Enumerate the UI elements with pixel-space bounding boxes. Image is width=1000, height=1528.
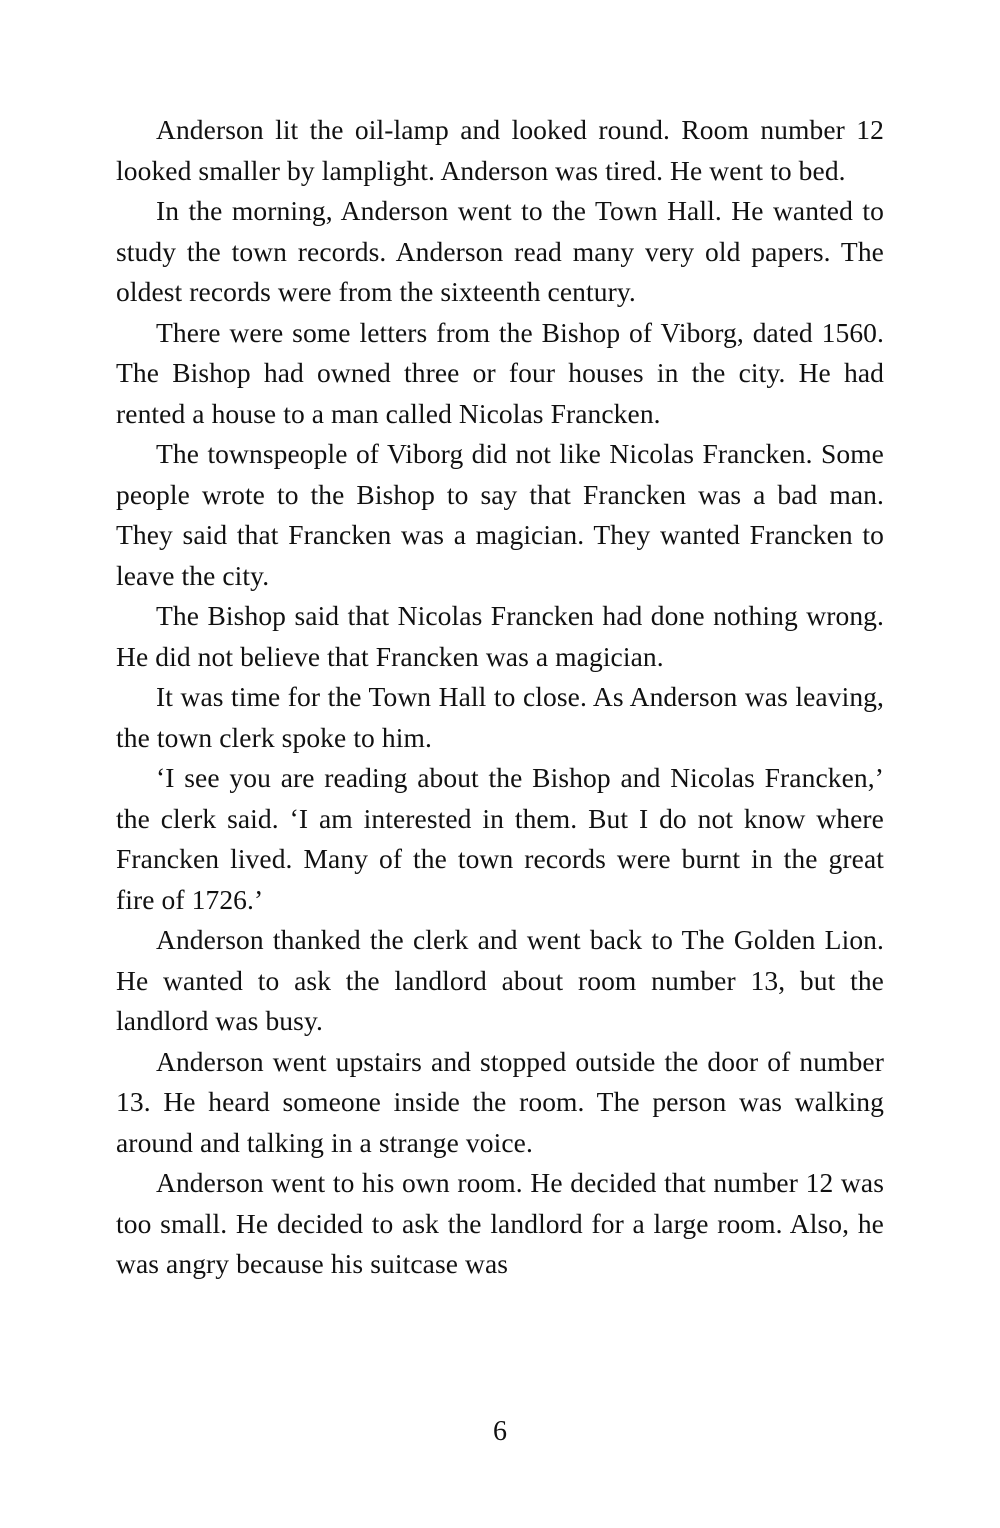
paragraph: The Bishop said that Nicolas Francken had done nothing wrong. He did not believe that Francken was a magician. [116,600,884,672]
paragraph: Anderson went to his own room. He decided that number 12 was too small. He decided to ask the landlord for a large room. Also, he was angry because his suitcase was [116,1167,884,1279]
paragraph: Anderson went upstairs and stopped outside the door of number 13. He heard someone inside the room. The person was walking around and talking in a strange voice. [116,1045,884,1158]
page-text [116,110,884,1285]
paragraph: In the morning, Anderson went to the Town Hall. He wanted to study the town records. Anderson read many very old papers. The oldest records were from the sixteenth century. [116,195,884,307]
paragraph: ‘I see you are reading about the Bishop and Nicolas Francken,’ the clerk said. ‘I am interested in them. But I do not know where Francken lived. Many of the town records were burnt in the great fire of 1726.’ [116,762,884,915]
paragraph: Anderson thanked the clerk and went back to The Golden Lion. He wanted to ask the landlord about room number 13, but the landlord was busy. [116,924,884,1036]
paragraph: There were some letters from the Bishop of Viborg, dated 1560. The Bishop had owned three or four houses in the city. He had rented a house to a man called Nicolas Francken. [116,316,884,429]
paragraph: It was time for the Town Hall to close. As Anderson was leaving, the town clerk spoke to him. [116,681,884,753]
paragraph: Anderson lit the oil-lamp and looked round. Room number 12 looked smaller by lamplight. Anderson was tired. He went to bed. [116,114,884,186]
page-number: 6 [493,1416,507,1447]
paragraph: The townspeople of Viborg did not like Nicolas Francken. Some people wrote to the Bishop to say that Francken was a bad man. They said that Francken was a magician. They wanted Francken to leave the city. [116,438,884,591]
